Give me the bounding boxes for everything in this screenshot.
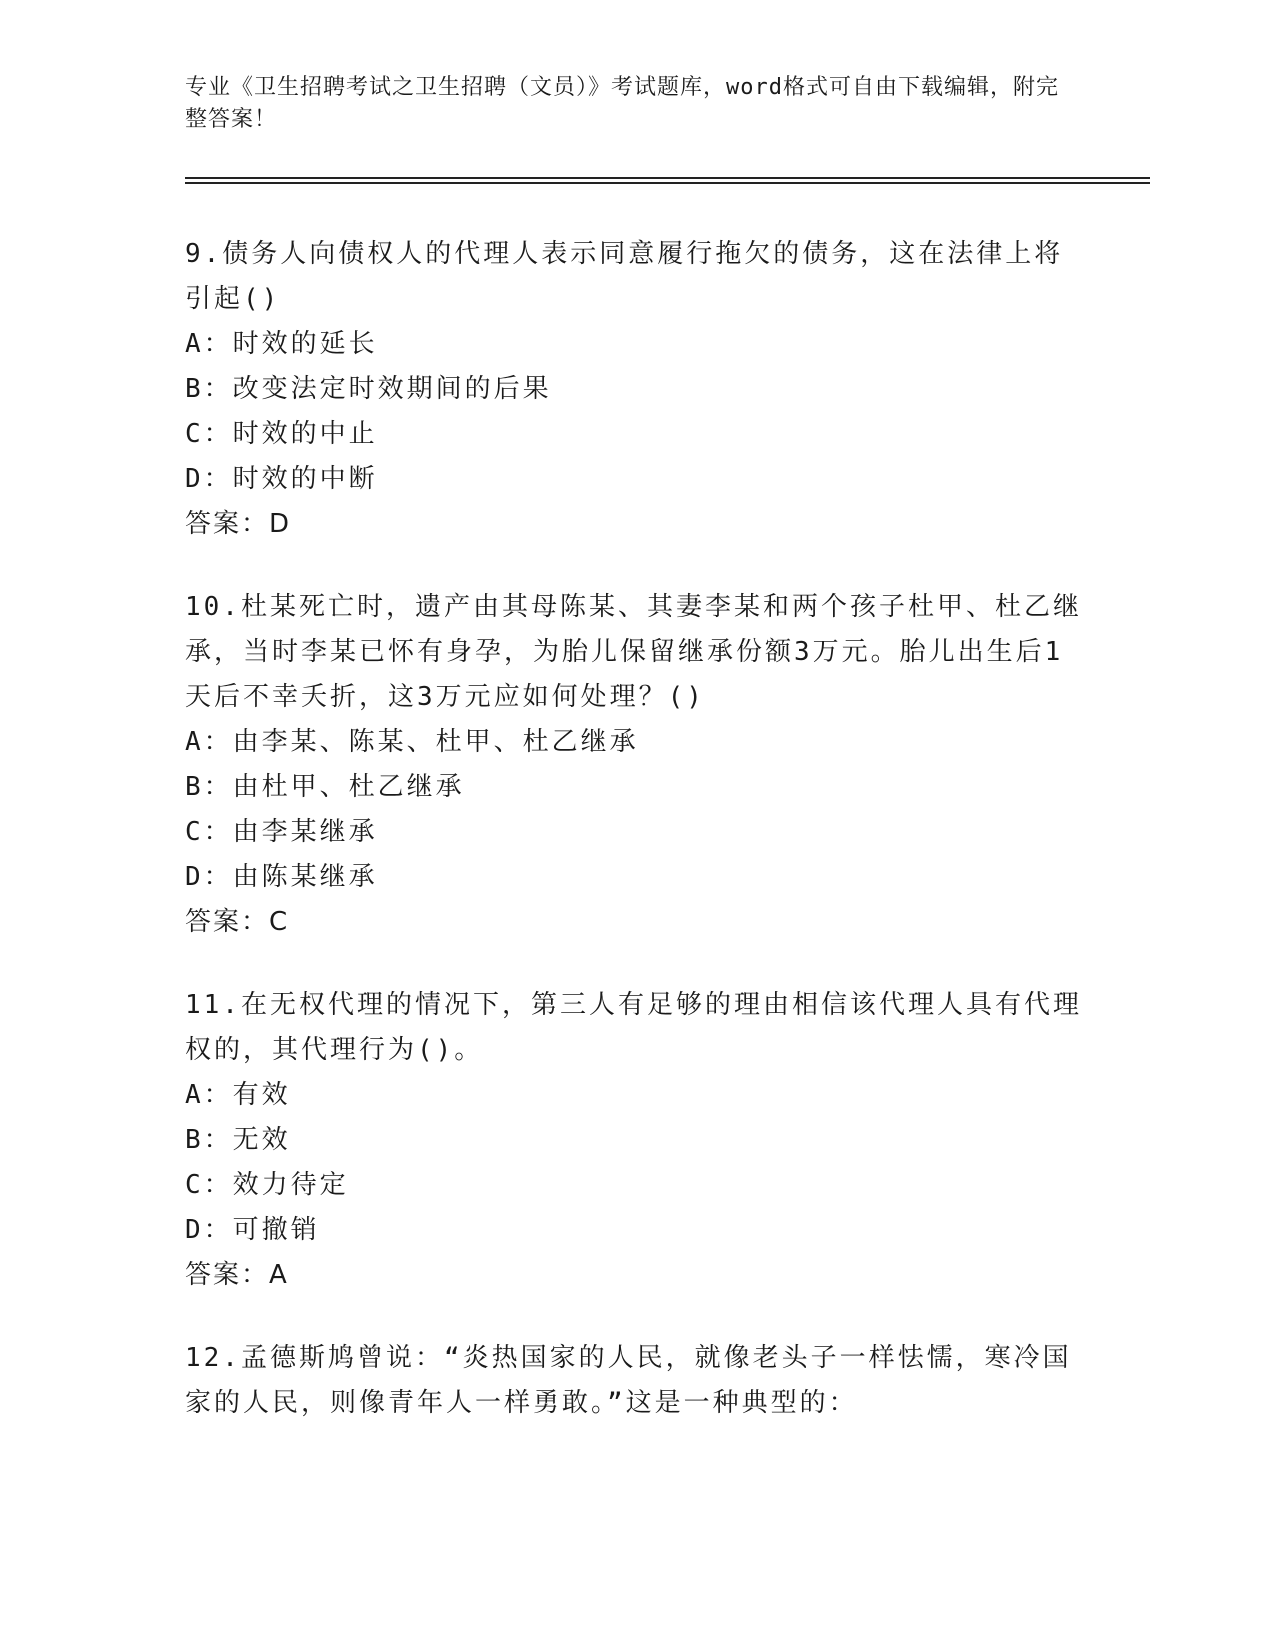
header-divider-top — [185, 177, 1150, 179]
option-a: A：时效的延长 — [185, 329, 378, 359]
option-c: C：时效的中止 — [185, 419, 378, 449]
question-9 — [185, 232, 1085, 547]
option-b: B：改变法定时效期间的后果 — [185, 374, 552, 404]
question-11 — [185, 983, 1085, 1298]
option-b: B：无效 — [185, 1125, 291, 1155]
question-text: 9.债务人向债权人的代理人表示同意履行拖欠的债务，这在法律上将引起() — [185, 239, 1064, 314]
option-c: C：由李某继承 — [185, 817, 378, 847]
option-d: D：由陈某继承 — [185, 862, 378, 892]
answer-line: 答案：A — [185, 1260, 289, 1290]
question-text: 11.在无权代理的情况下，第三人有足够的理由相信该代理人具有代理权的，其代理行为()。 — [185, 990, 1082, 1065]
option-a: A：由李某、陈某、杜甲、杜乙继承 — [185, 727, 639, 757]
question-12 — [185, 1336, 1085, 1426]
question-text: 10.杜某死亡时，遗产由其母陈某、其妻李某和两个孩子杜甲、杜乙继承，当时李某已怀有身孕，为胎儿保留继承份额3万元。胎儿出生后1天后不幸夭折，这3万元应如何处理？() — [185, 592, 1082, 712]
question-list — [185, 232, 1085, 1464]
option-d: D：时效的中断 — [185, 464, 378, 494]
question-10 — [185, 585, 1085, 945]
option-c: C：效力待定 — [185, 1170, 349, 1200]
option-d: D：可撤销 — [185, 1215, 320, 1245]
document-header: 专业《卫生招聘考试之卫生招聘（文员）》考试题库，word格式可自由下载编辑，附完整答案！ — [185, 75, 1059, 132]
header-divider-bottom — [185, 182, 1150, 184]
question-text: 12.孟德斯鸠曾说：“炎热国家的人民，就像老头子一样怯懦，寒冷国家的人民，则像青年人一样勇敢。”这是一种典型的： — [185, 1343, 1072, 1418]
answer-line: 答案：C — [185, 907, 290, 937]
answer-line: 答案：D — [185, 509, 292, 539]
option-b: B：由杜甲、杜乙继承 — [185, 772, 465, 802]
option-a: A：有效 — [185, 1080, 291, 1110]
